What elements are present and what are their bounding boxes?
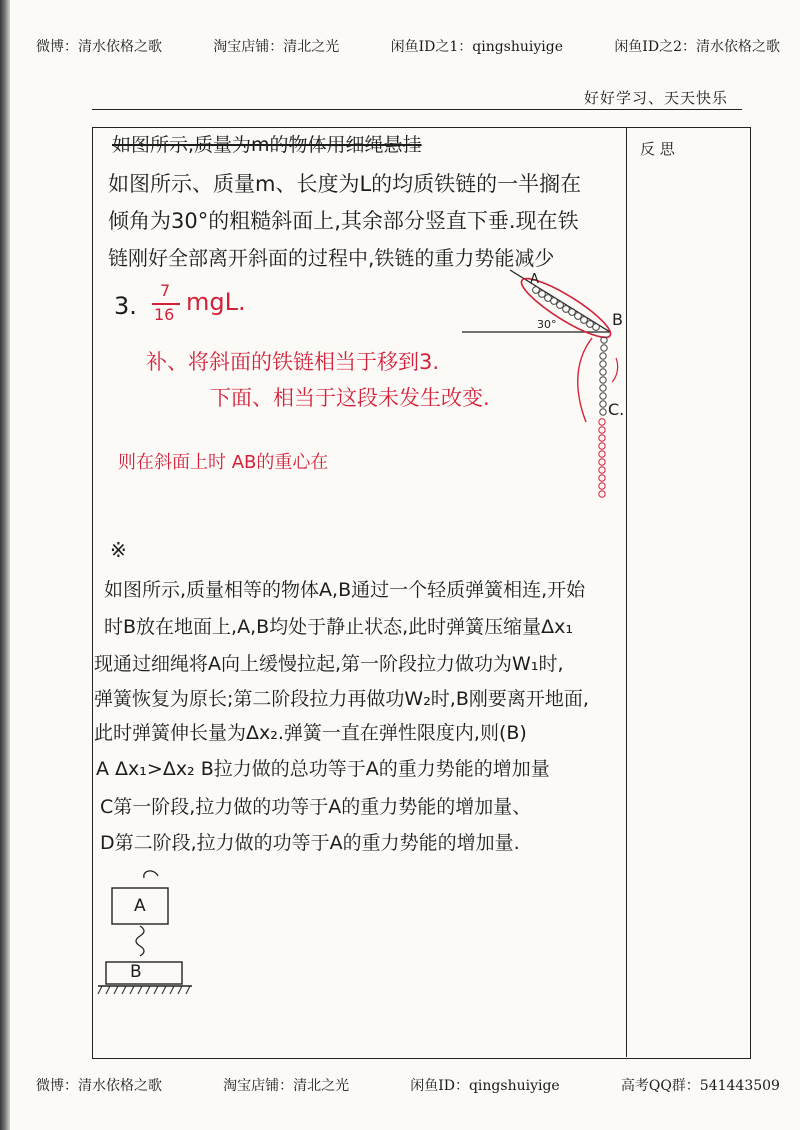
footer-taobao: 淘宝店铺：清北之光 bbox=[223, 1078, 350, 1094]
page-header bbox=[36, 36, 780, 58]
notebook-frame-right-edge bbox=[750, 127, 751, 1059]
ground-hatching bbox=[98, 986, 190, 994]
footer-weibo: 微博：清水依格之歌 bbox=[36, 1078, 162, 1094]
red-note-line-1: 补、将斜面的铁链相当于移到3. bbox=[146, 350, 440, 374]
motto-rule bbox=[92, 109, 742, 110]
problem2-line-2: 时B放在地面上,A,B均处于静止状态,此时弹簧压缩量Δx₁ bbox=[104, 616, 574, 638]
problem2-line-4: 弹簧恢复为原长;第二阶段拉力再做功W₂时,B刚要离开地面, bbox=[94, 688, 589, 710]
page-footer bbox=[36, 1075, 780, 1095]
header-taobao: 淘宝店铺：清北之光 bbox=[213, 39, 340, 55]
answer-mgl: mgL. bbox=[186, 288, 246, 316]
spring-blocks-figure bbox=[96, 870, 216, 1000]
reflection-heading-text: 反 思 bbox=[640, 140, 675, 158]
problem2-line-8: D第二阶段,拉力做的功等于A的重力势能的增加量. bbox=[100, 832, 520, 854]
block-b-label: B bbox=[130, 962, 142, 982]
footer-xianyu: 闲鱼ID：qingshuiyige bbox=[410, 1078, 560, 1094]
chain-on-incline-figure bbox=[460, 268, 640, 508]
block-a-label: A bbox=[134, 896, 146, 916]
label-angle: 30° bbox=[537, 318, 557, 331]
label-c: C. bbox=[608, 400, 625, 419]
red-note-line-2: 下面、相当于这段未发生改变. bbox=[210, 386, 490, 410]
label-b: B bbox=[612, 310, 623, 329]
header-xianyu-2: 闲鱼ID之2：清水依格之歌 bbox=[614, 39, 780, 55]
label-a: A bbox=[530, 272, 539, 287]
red-move-arrow bbox=[578, 338, 592, 422]
header-xianyu-1: 闲鱼ID之1：qingshuiyige bbox=[390, 39, 564, 55]
rope-loop bbox=[144, 871, 158, 878]
problem2-line-7: C第一阶段,拉力做的功等于A的重力势能的增加量、 bbox=[100, 796, 532, 818]
chain-hanging bbox=[600, 337, 607, 415]
answer-fraction-denominator: 16 bbox=[154, 305, 175, 324]
reflection-column-divider bbox=[626, 127, 627, 1057]
answer-fraction-numerator: 7 bbox=[160, 281, 171, 300]
binding-shadow bbox=[0, 0, 10, 1130]
problem1-line-2: 倾角为30°的粗糙斜面上,其余部分竖直下垂.现在铁 bbox=[108, 209, 579, 233]
motto: 好好学习、天天快乐 bbox=[583, 89, 728, 107]
star-mark: ※ bbox=[110, 538, 127, 562]
footer-qq: 高考QQ群：541443509 bbox=[620, 1078, 780, 1094]
problem2-line-1: 如图所示,质量相等的物体A,B通过一个轻质弹簧相连,开始 bbox=[104, 579, 586, 601]
problem2-line-5: 此时弹簧伸长量为Δx₂.弹簧一直在弹性限度内,则(B) bbox=[94, 722, 527, 744]
header-weibo: 微博：清水依格之歌 bbox=[36, 39, 162, 55]
answer-prefix: 3. bbox=[114, 292, 137, 320]
spring bbox=[136, 926, 144, 956]
problem1-line-3: 链刚好全部离开斜面的过程中,铁链的重力势能减少 bbox=[108, 246, 555, 270]
problem1-line-1: 如图所示、质量m、长度为L的均质铁链的一半搁在 bbox=[108, 172, 582, 196]
struck-draft-line: 如图所示,质量为m的物体用细绳悬挂 bbox=[112, 134, 422, 156]
problem2-line-3: 现通过细绳将A向上缓慢拉起,第一阶段拉力做功为W₁时, bbox=[94, 653, 564, 675]
block-b bbox=[106, 962, 182, 984]
red-bracket bbox=[612, 358, 618, 382]
red-moved-chain bbox=[599, 419, 605, 497]
problem2-line-6: A Δx₁>Δx₂ B拉力做的总功等于A的重力势能的增加量 bbox=[96, 758, 550, 780]
red-note-line-3: 则在斜面上时 AB的重心在 bbox=[118, 452, 329, 473]
